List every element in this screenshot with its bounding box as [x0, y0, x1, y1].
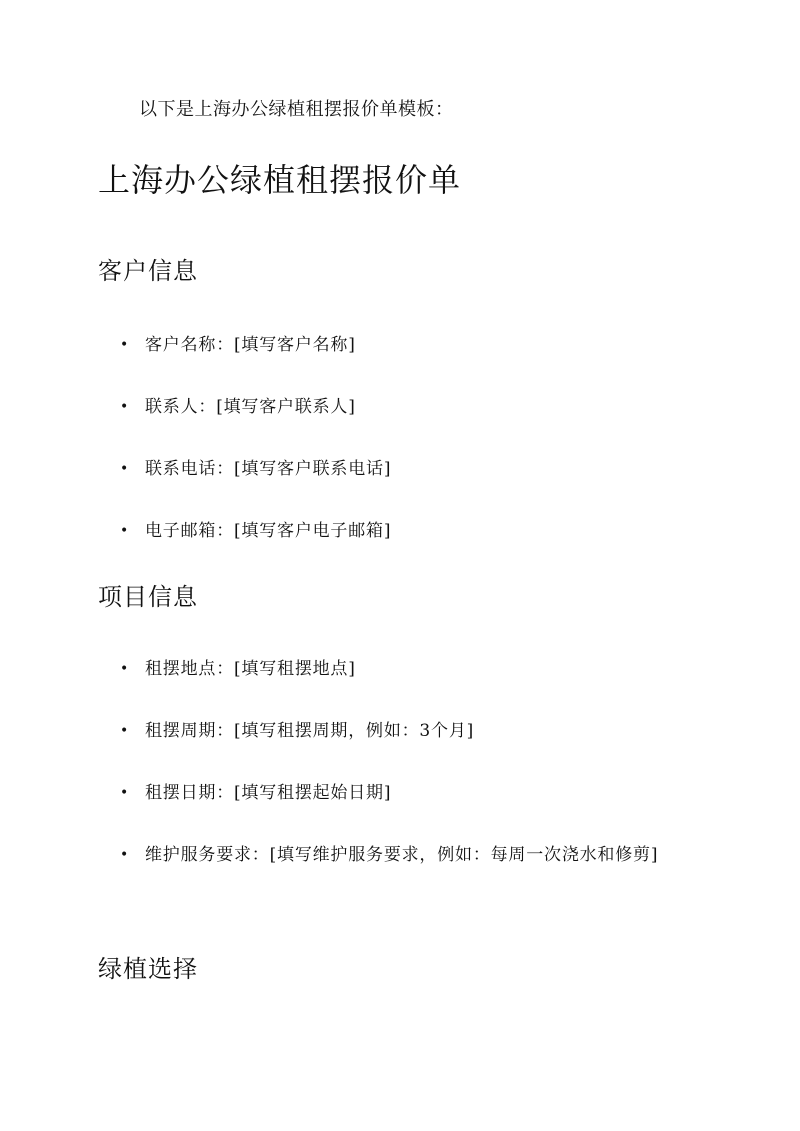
list-item-text: 维护服务要求：[填写维护服务要求，例如：每周一次浇水和修剪]	[145, 845, 659, 865]
document-title: 上海办公绿植租摆报价单	[98, 161, 462, 199]
section-heading-project-info: 项目信息	[98, 583, 198, 611]
list-item	[120, 780, 720, 806]
list-item	[120, 332, 720, 358]
intro-text: 以下是上海办公绿植租摆报价单模板：	[139, 99, 454, 120]
list-item	[120, 518, 720, 544]
list-item-text: 客户名称：[填写客户名称]	[145, 335, 356, 355]
list-item-text: 联系人：[填写客户联系人]	[145, 397, 356, 417]
bullet-icon: •	[120, 661, 130, 677]
list-item	[120, 394, 720, 420]
bullet-icon: •	[120, 399, 130, 415]
bullet-icon: •	[120, 523, 130, 539]
list-item	[120, 718, 720, 744]
list-item	[120, 656, 720, 682]
section-heading-customer-info: 客户信息	[98, 257, 198, 285]
list-item-text: 租摆日期：[填写租摆起始日期]	[145, 783, 392, 803]
list-item-text: 电子邮箱：[填写客户电子邮箱]	[145, 521, 392, 541]
list-item-text: 租摆周期：[填写租摆周期，例如：3个月]	[145, 721, 475, 741]
bullet-icon: •	[120, 785, 130, 801]
section-heading-plant-selection: 绿植选择	[98, 955, 198, 983]
bullet-icon: •	[120, 337, 130, 353]
list-item	[120, 456, 720, 482]
bullet-icon: •	[120, 461, 130, 477]
bullet-icon: •	[120, 723, 130, 739]
list-item-text: 联系电话：[填写客户联系电话]	[145, 459, 392, 479]
bullet-icon: •	[120, 847, 130, 863]
list-item	[120, 842, 720, 885]
list-item-text: 租摆地点：[填写租摆地点]	[145, 659, 356, 679]
